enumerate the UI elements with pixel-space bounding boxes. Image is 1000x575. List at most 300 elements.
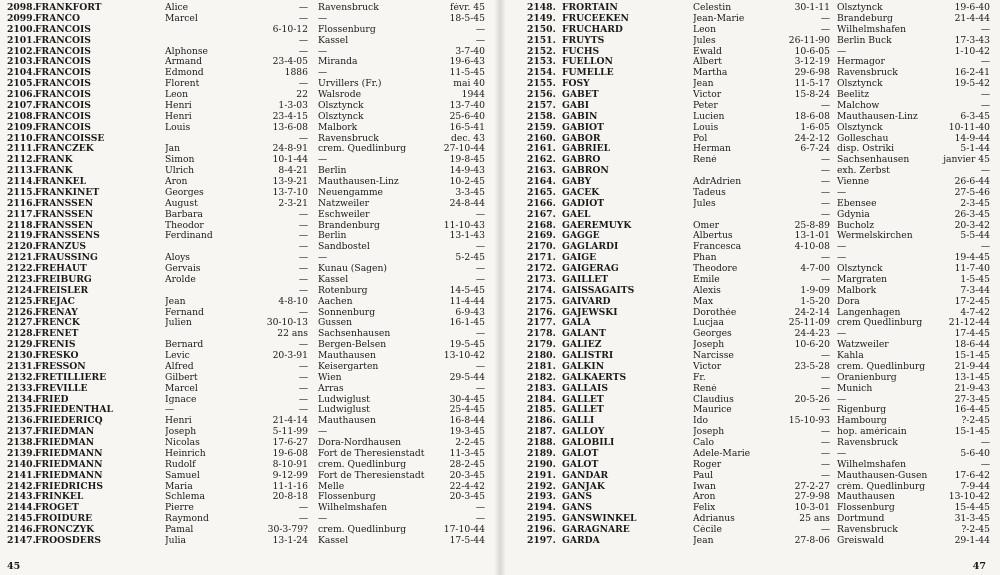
first-name: Henri xyxy=(165,100,192,111)
date: 11-10-43 xyxy=(443,220,485,231)
first-name: Marcel xyxy=(165,383,198,394)
date: — xyxy=(980,459,990,470)
list-item xyxy=(500,536,1000,547)
surname: FRENCK xyxy=(35,318,80,329)
place: Oranienburg xyxy=(837,372,897,383)
entry-number: 2108. xyxy=(7,111,36,122)
surname: GARDA xyxy=(562,535,600,546)
page-number: 45 xyxy=(7,561,21,572)
place: Ludwiglust xyxy=(318,405,370,416)
surname: FRANCO xyxy=(35,13,80,24)
surname: FRIEDMANN xyxy=(35,459,103,470)
list-item xyxy=(0,47,500,58)
first-name: Georges xyxy=(165,187,204,198)
surname: GANSWINKEL xyxy=(562,514,637,525)
place: — xyxy=(318,427,328,438)
first-name: Ido xyxy=(693,416,709,427)
first-name: Ewald xyxy=(693,46,722,57)
first-name: Lucjaa xyxy=(693,318,724,329)
date: ?-2-45 xyxy=(961,525,990,535)
first-name: Fr. xyxy=(693,372,706,383)
first-name: Adele-Marie xyxy=(693,448,751,459)
first-name: Cécile xyxy=(693,525,722,535)
place: Walsrode xyxy=(318,90,362,100)
date: 5-1-44 xyxy=(960,144,990,155)
first-name: Joseph xyxy=(693,340,725,351)
surname: GALOT xyxy=(562,459,599,470)
surname: FRANCOIS xyxy=(35,68,91,79)
birth-date: 1886 xyxy=(284,68,308,79)
first-name: Felix xyxy=(693,503,716,514)
date: — xyxy=(475,24,485,35)
date: 31-3-45 xyxy=(954,514,990,525)
list-item xyxy=(500,308,1000,319)
birth-date: — xyxy=(298,372,308,383)
list-item xyxy=(0,25,500,36)
list-item xyxy=(500,68,1000,79)
first-name: Fernand xyxy=(165,307,204,318)
surname: FRANCOIS xyxy=(35,122,91,133)
surname: FRIEDRICHS xyxy=(35,481,103,492)
date: — xyxy=(475,242,485,253)
date: — xyxy=(475,503,485,514)
surname: FRANCOIS xyxy=(35,46,91,57)
place: crèm. Quedlinburg xyxy=(837,481,926,492)
birth-date: 30-1-11 xyxy=(794,3,830,13)
surname: GAGGE xyxy=(562,231,600,242)
birth-date: 22 xyxy=(296,90,308,100)
surname: FRUCEEKEN xyxy=(562,13,629,24)
entry-number: 2190. xyxy=(527,459,556,470)
entry-number: 2135. xyxy=(7,405,36,416)
place: Olsztynck xyxy=(318,100,364,111)
place: — xyxy=(318,253,328,264)
list-item xyxy=(500,471,1000,482)
entry-number: 2180. xyxy=(527,351,556,361)
surname: GABIN xyxy=(562,111,598,122)
birth-date: — xyxy=(820,198,830,209)
entry-number: 2167. xyxy=(527,209,556,220)
birth-date: 1-3-03 xyxy=(278,100,308,111)
list-item xyxy=(500,318,1000,329)
surname: FRANSSEN xyxy=(35,198,94,209)
surname: GAJEWSKI xyxy=(562,307,618,318)
list-item xyxy=(500,36,1000,47)
first-name: René xyxy=(693,383,717,394)
first-name: Jules xyxy=(693,35,716,46)
first-name: Peter xyxy=(693,100,718,111)
list-item xyxy=(500,264,1000,275)
place: Bucholz xyxy=(837,220,875,231)
birth-date: — xyxy=(820,253,830,264)
entry-number: 2120. xyxy=(7,242,36,253)
surname: GALLOY xyxy=(562,427,605,438)
list-item xyxy=(0,438,500,449)
entry-number: 2134. xyxy=(7,394,36,405)
place: Miranda xyxy=(318,57,358,68)
place: — xyxy=(318,514,328,525)
surname: GALISTRI xyxy=(562,351,614,361)
place: Wilhelmshafen xyxy=(837,24,907,35)
date: 3-3-45 xyxy=(455,187,485,198)
place: Bergen-Belsen xyxy=(318,340,387,351)
first-name: Jean xyxy=(693,79,714,90)
date: 16-8-44 xyxy=(449,416,485,427)
place: Arras xyxy=(318,383,344,394)
first-name: Jules xyxy=(693,198,716,209)
place: Olsztynck xyxy=(837,79,883,90)
birth-date: 10-6-05 xyxy=(794,46,830,57)
first-name: Claudius xyxy=(693,394,734,405)
first-name: Aron xyxy=(165,177,188,187)
list-item xyxy=(0,318,500,329)
list-item xyxy=(0,242,500,253)
date: 6-3-45 xyxy=(960,111,990,122)
birth-date: 20-8-18 xyxy=(272,492,308,503)
first-name: Ferdinand xyxy=(165,231,213,242)
place: crem. Quedlinburg xyxy=(837,361,926,372)
surname: GALOBILI xyxy=(562,438,615,448)
birth-date: 11-5-17 xyxy=(794,79,830,90)
date: 19-8-45 xyxy=(449,155,485,166)
place: Flossenburg xyxy=(318,492,376,503)
entry-number: 2179. xyxy=(527,340,556,351)
place: Dora xyxy=(837,296,860,307)
list-item xyxy=(0,155,500,166)
list-item xyxy=(500,351,1000,362)
entry-number: 2140. xyxy=(7,459,36,470)
entry-number: 2101. xyxy=(7,35,36,46)
entry-number: 2145. xyxy=(7,514,36,525)
first-name: Louis xyxy=(693,122,719,133)
entry-number: 2146. xyxy=(7,525,36,535)
first-name: Louis xyxy=(165,122,191,133)
birth-date: — xyxy=(820,525,830,535)
entry-number: 2102. xyxy=(7,46,36,57)
birth-date: 8-10-91 xyxy=(272,459,308,470)
date: 15-1-45 xyxy=(954,351,990,361)
birth-date: — xyxy=(820,427,830,438)
first-name: Schlema xyxy=(165,492,205,503)
entry-number: 2144. xyxy=(7,503,36,514)
first-name: AdrAdrien xyxy=(693,177,742,187)
list-item xyxy=(0,134,500,145)
place: Eschweiler xyxy=(318,209,370,220)
surname: GALKIN xyxy=(562,361,605,372)
first-name: Francesca xyxy=(693,242,742,253)
surname: FRESSON xyxy=(35,361,86,372)
list-item xyxy=(500,112,1000,123)
list-item xyxy=(0,525,500,536)
surname: FRESKO xyxy=(35,351,79,361)
date: 3-7-40 xyxy=(455,46,485,57)
entry-number: 2126. xyxy=(7,307,36,318)
birth-date: — xyxy=(820,459,830,470)
list-item xyxy=(500,123,1000,134)
list-item xyxy=(0,492,500,503)
date: 17-3-43 xyxy=(954,35,990,46)
first-name: Dorothée xyxy=(693,307,737,318)
date: — xyxy=(475,209,485,220)
first-name: Pierre xyxy=(165,503,194,514)
entry-number: 2183. xyxy=(527,383,556,394)
list-item xyxy=(0,471,500,482)
first-name: Celestin xyxy=(693,3,732,13)
entry-number: 2132. xyxy=(7,372,36,383)
birth-date: — xyxy=(298,361,308,372)
entry-number: 2118. xyxy=(7,220,36,231)
list-item xyxy=(500,482,1000,493)
list-item xyxy=(500,25,1000,36)
surname: FRANCOIS xyxy=(35,79,91,90)
birth-date: 1-6-05 xyxy=(800,122,830,133)
date: 19-3-45 xyxy=(449,427,485,438)
entry-number: 2175. xyxy=(527,296,556,307)
first-name: Ignace xyxy=(165,394,197,405)
surname: FRANSSEN xyxy=(35,209,94,220)
entry-number: 2181. xyxy=(527,361,556,372)
birth-date: — xyxy=(298,35,308,46)
first-name: Raymond xyxy=(165,514,209,525)
place: Beelitz xyxy=(837,90,870,100)
birth-date: 9-12-99 xyxy=(272,470,308,481)
list-item xyxy=(500,503,1000,514)
surname: FREHAUT xyxy=(35,264,87,274)
birth-date: — xyxy=(298,13,308,24)
surname: GABOR xyxy=(562,133,601,144)
place: Melle xyxy=(318,481,345,492)
date: 11-5-45 xyxy=(449,68,485,79)
list-item xyxy=(0,482,500,493)
list-item xyxy=(0,166,500,177)
entry-number: 2152. xyxy=(527,46,556,57)
surname: FRANK xyxy=(35,155,73,166)
list-item xyxy=(0,177,500,188)
date: 7-3-44 xyxy=(960,285,990,296)
date: — xyxy=(475,264,485,274)
place: Mauthausen-Linz xyxy=(837,111,918,122)
place: crem. Quedlinburg xyxy=(318,459,407,470)
entry-number: 2176. xyxy=(527,307,556,318)
date: 19-5-42 xyxy=(954,79,990,90)
surname: GALIEZ xyxy=(562,340,602,351)
place: Watzweiler xyxy=(837,340,889,351)
date: 25-6-40 xyxy=(449,111,485,122)
birth-date: — xyxy=(820,166,830,177)
date: 1-5-45 xyxy=(960,274,990,285)
first-name: Julia xyxy=(165,535,186,546)
first-name: Samuel xyxy=(165,470,200,481)
first-name: Levic xyxy=(165,351,190,361)
birth-date: 23-4-15 xyxy=(272,111,308,122)
entry-number: 2166. xyxy=(527,198,556,209)
date: 1944 xyxy=(461,90,485,100)
surname: FRUYTS xyxy=(562,35,605,46)
date: 17-6-42 xyxy=(954,470,990,481)
list-item xyxy=(500,438,1000,449)
first-name: Jean-Marie xyxy=(693,13,745,24)
surname: FRANK xyxy=(35,166,73,177)
first-name: Julien xyxy=(165,318,192,329)
list-item xyxy=(0,373,500,384)
place: — xyxy=(318,46,328,57)
place: — xyxy=(318,155,328,166)
date: 19-6-43 xyxy=(449,57,485,68)
entry-number: 2157. xyxy=(527,100,556,111)
list-item xyxy=(500,297,1000,308)
entry-number: 2113. xyxy=(7,166,36,177)
birth-date: 21-4-14 xyxy=(272,416,308,427)
birth-date: — xyxy=(820,209,830,220)
entry-number: 2136. xyxy=(7,416,36,427)
list-item xyxy=(500,166,1000,177)
first-name: Iwan xyxy=(693,481,716,492)
surname: GALA xyxy=(562,318,591,329)
birth-date: 8-4-21 xyxy=(278,166,308,177)
birth-date: — xyxy=(298,133,308,144)
first-name: Rudolf xyxy=(165,459,196,470)
entry-number: 2187. xyxy=(527,427,556,438)
date: 13-10-42 xyxy=(948,492,990,503)
place: Kassel xyxy=(318,274,349,285)
entry-number: 2147. xyxy=(7,535,36,546)
surname: GAEL xyxy=(562,209,591,220)
list-item xyxy=(0,362,500,373)
first-name: Theodore xyxy=(693,264,738,274)
surname: GABI xyxy=(562,100,590,111)
first-name: Nicolas xyxy=(165,438,200,448)
list-item xyxy=(500,101,1000,112)
surname: FRANKFORT xyxy=(35,3,102,13)
date: 17-10-44 xyxy=(443,525,485,535)
surname: GAIGERAG xyxy=(562,264,619,274)
place: — xyxy=(837,448,847,459)
birth-date: 29-6-98 xyxy=(794,68,830,79)
place: Sonnenburg xyxy=(318,307,376,318)
surname: FRANCOIS xyxy=(35,35,91,46)
place: Wilhelmshafen xyxy=(318,503,388,514)
date: 11-4-44 xyxy=(449,296,485,307)
list-item xyxy=(0,340,500,351)
birth-date: — xyxy=(820,155,830,166)
birth-date: — xyxy=(820,405,830,416)
date: 14-9-44 xyxy=(954,133,990,144)
birth-date: — xyxy=(820,448,830,459)
entry-number: 2163. xyxy=(527,166,556,177)
date: 13-1-45 xyxy=(954,372,990,383)
date: 17-2-45 xyxy=(954,296,990,307)
birth-date: 10-3-01 xyxy=(794,503,830,514)
birth-date: 23-4-05 xyxy=(272,57,308,68)
place: Kassel xyxy=(318,535,349,546)
entry-number: 2110. xyxy=(7,133,36,144)
entry-number: 2169. xyxy=(527,231,556,242)
place: Berlin Buck xyxy=(837,35,892,46)
place: Golleschau xyxy=(837,133,889,144)
entry-number: 2164. xyxy=(527,177,556,187)
first-name: Leon xyxy=(165,90,188,100)
birth-date: 10-6-20 xyxy=(794,340,830,351)
entry-number: 2127. xyxy=(7,318,36,329)
date: 29-1-44 xyxy=(954,535,990,546)
entry-number: 2107. xyxy=(7,100,36,111)
place: Dora-Nordhausen xyxy=(318,438,402,448)
date: 19-5-45 xyxy=(449,340,485,351)
list-item xyxy=(500,492,1000,503)
birth-date: — xyxy=(298,209,308,220)
surname: GANS xyxy=(562,492,593,503)
surname: GANJAK xyxy=(562,481,605,492)
entry-number: 2116. xyxy=(7,198,36,209)
date: — xyxy=(980,100,990,111)
list-item xyxy=(500,449,1000,460)
place: Ravensbruck xyxy=(837,525,898,535)
list-item xyxy=(500,177,1000,188)
surname: FRIEDMANN xyxy=(35,448,103,459)
entry-number: 2159. xyxy=(527,122,556,133)
place: Berlin xyxy=(318,166,347,177)
first-name: Gilbert xyxy=(165,372,198,383)
place: Munich xyxy=(837,383,873,394)
birth-date: — xyxy=(298,285,308,296)
birth-date: — xyxy=(820,187,830,198)
birth-date: 22 ans xyxy=(277,329,308,340)
surname: FUMELLE xyxy=(562,68,614,79)
entry-number: 2149. xyxy=(527,13,556,24)
place: Greiswald xyxy=(837,535,884,546)
surname: GACEK xyxy=(562,187,600,198)
entry-number: 2130. xyxy=(7,351,36,361)
place: Ludwiglust xyxy=(318,394,370,405)
birth-date: 24-4-23 xyxy=(794,329,830,340)
first-name: Roger xyxy=(693,459,722,470)
list-item xyxy=(500,340,1000,351)
place: Wien xyxy=(318,372,342,383)
place: Urvillers (Fr.) xyxy=(318,79,382,90)
date: — xyxy=(980,166,990,177)
birth-date: — xyxy=(820,383,830,394)
place: Mauthausen xyxy=(318,416,376,427)
place: Olsztynck xyxy=(837,122,883,133)
entry-number: 2129. xyxy=(7,340,36,351)
list-item xyxy=(0,253,500,264)
entry-number: 2109. xyxy=(7,122,36,133)
list-item xyxy=(500,405,1000,416)
list-item xyxy=(0,221,500,232)
list-item xyxy=(0,416,500,427)
birth-date: 17-6-27 xyxy=(272,438,308,448)
surname: FRONCZYK xyxy=(35,525,95,535)
date: 18-5-45 xyxy=(449,13,485,24)
entry-number: 2158. xyxy=(527,111,556,122)
date: 25-4-45 xyxy=(449,405,485,416)
surname: GABRIEL xyxy=(562,144,611,155)
date: dec. 43 xyxy=(451,133,485,144)
first-name: Alfred xyxy=(165,361,194,372)
place: crem. Quedlinburg xyxy=(318,144,407,155)
place: Kassel xyxy=(318,35,349,46)
first-name: Maurice xyxy=(693,405,732,416)
date: 11-3-45 xyxy=(449,448,485,459)
birth-date: 4-10-08 xyxy=(794,242,830,253)
list-item xyxy=(0,460,500,471)
place: — xyxy=(837,253,847,264)
place: Vienne xyxy=(837,177,870,187)
birth-date: 13-9-21 xyxy=(272,177,308,187)
surname: FUCHS xyxy=(562,46,600,57)
first-name: Heinrich xyxy=(165,448,206,459)
first-name: Ulrich xyxy=(165,166,195,177)
